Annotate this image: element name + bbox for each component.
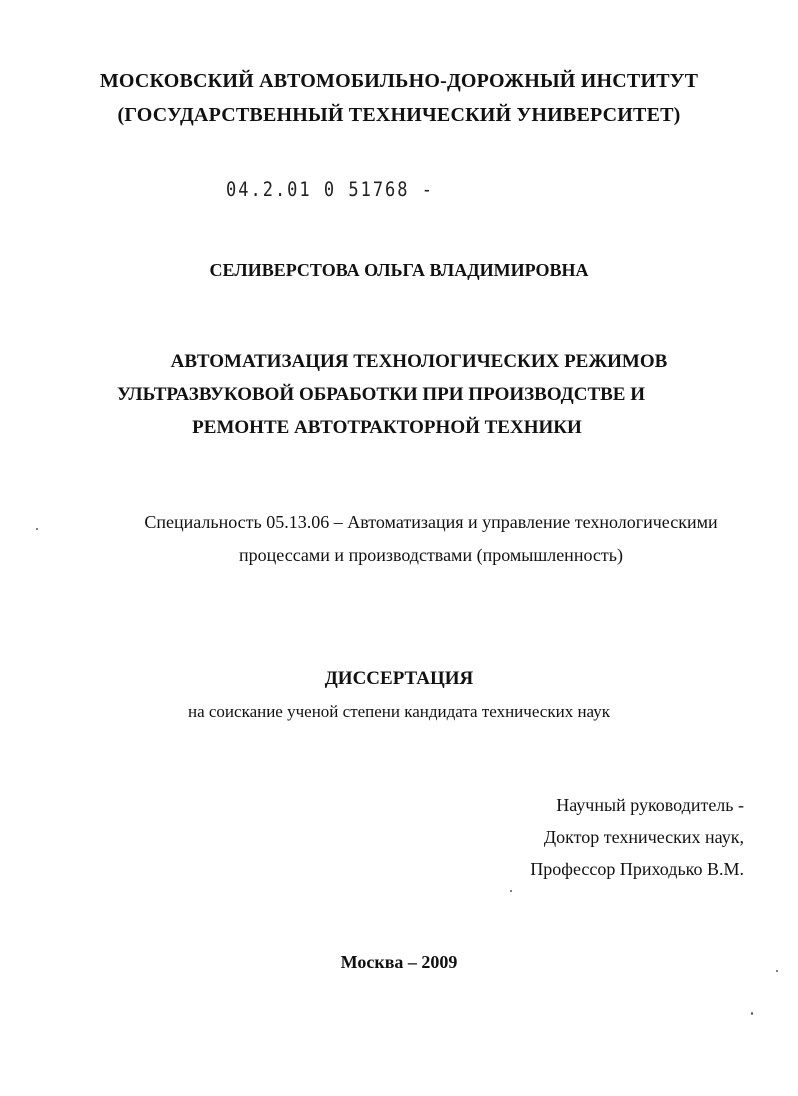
advisor-label: Научный руководитель -	[556, 795, 744, 815]
scan-speck	[751, 1012, 753, 1015]
institute-name-line1: МОСКОВСКИЙ АВТОМОБИЛЬНО-ДОРОЖНЫЙ ИНСТИТУТ	[99, 70, 699, 92]
dissertation-subtitle: на соискание ученой степени кандидата технических наук	[187, 702, 610, 721]
thesis-title-line3: РЕМОНТЕ АВТОТРАКТОРНОЙ ТЕХНИКИ	[192, 417, 582, 438]
specialty-line1: Специальность 05.13.06 – Автоматизация и управление технологическими	[144, 512, 718, 532]
author-name: СЕЛИВЕРСТОВА ОЛЬГА ВЛАДИМИРОВНА	[209, 260, 589, 280]
scan-speck	[776, 970, 778, 972]
city-year: Москва – 2009	[340, 952, 458, 972]
thesis-title-line1: АВТОМАТИЗАЦИЯ ТЕХНОЛОГИЧЕСКИХ РЕЖИМОВ	[170, 351, 668, 372]
dissertation-heading: ДИССЕРТАЦИЯ	[324, 668, 474, 689]
advisor-name: Профессор Приходько В.М.	[530, 859, 744, 879]
specialty-line2: процессами и производствами (промышленность)	[239, 545, 623, 565]
scan-speck	[36, 528, 38, 530]
scan-speck	[510, 890, 512, 892]
advisor-degree: Доктор технических наук,	[543, 827, 744, 847]
institute-name-line2: (ГОСУДАРСТВЕННЫЙ ТЕХНИЧЕСКИЙ УНИВЕРСИТЕТ)	[117, 104, 681, 126]
thesis-title-line2: УЛЬТРАЗВУКОВОЙ ОБРАБОТКИ ПРИ ПРОИЗВОДСТВЕ И	[116, 384, 646, 405]
registration-code: 04.2.01 0 51768 -	[226, 178, 434, 202]
